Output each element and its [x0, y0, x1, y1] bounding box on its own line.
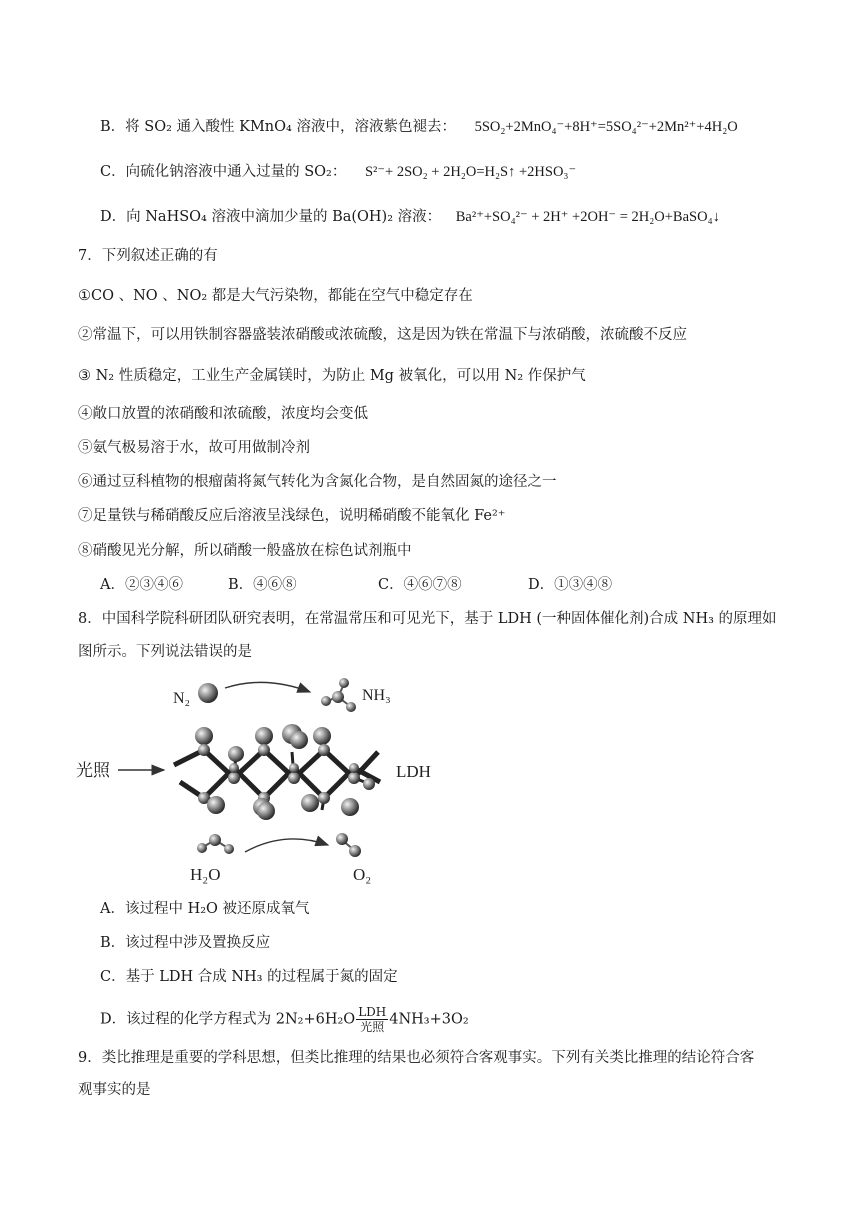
q7-choice-c: C．④⑥⑦⑧	[378, 577, 462, 593]
q6-option-d-equation: Ba²⁺+SO₄²⁻ + 2H⁺ +2OH⁻ = 2H₂O+BaSO₄↓	[455, 209, 720, 225]
q7-choice-b: B．④⑥⑧	[228, 577, 297, 593]
q7-choice-a: A．②③④⑥	[100, 577, 183, 593]
q8-option-d	[100, 1006, 469, 1033]
q7-choices	[100, 575, 612, 595]
q9-stem-line1: 9．类比推理是重要的学科思想，但类比推理的结果也必须符合客观事实。下列有关类比推理的结论符合客	[78, 1050, 755, 1066]
q6-option-c-equation: S²⁻+ 2SO₂ + 2H₂O=H₂S↑ +2HSO₃⁻	[364, 164, 577, 180]
q8-option-d-prefix: D．该过程的化学方程式为 2N₂+6H₂O	[100, 1011, 356, 1028]
q7-statement-1: ①CO 、NO 、NO₂ 都是大气污染物，都能在空气中稳定存在	[78, 288, 473, 304]
q7-statement-2: ②常温下，可以用铁制容器盛装浓硝酸或浓硫酸，这是因为铁在常温下与浓硝酸，浓硫酸不反应	[78, 327, 687, 343]
q7-statement-6: ⑥通过豆科植物的根瘤菌将氮气转化为含氮化合物，是自然固氮的途径之一	[78, 474, 557, 490]
top-arrow	[225, 682, 310, 692]
nh3-molecule	[321, 678, 356, 712]
q6-option-b	[100, 117, 738, 137]
q6-option-c	[100, 162, 576, 182]
q6-option-d	[100, 207, 720, 227]
q8-option-c: C．基于 LDH 合成 NH₃ 的过程属于氮的固定	[100, 969, 398, 985]
o2-molecule	[336, 833, 361, 857]
q7-statement-8: ⑧硝酸见光分解，所以硝酸一般盛放在棕色试剂瓶中	[78, 543, 412, 559]
ldh-reaction-diagram	[70, 670, 450, 895]
q7-stem: 7．下列叙述正确的有	[78, 248, 218, 264]
bottom-arrow	[245, 839, 328, 852]
h2o-molecule	[197, 834, 234, 854]
condition-light: 光照	[360, 1020, 385, 1034]
q8-option-b: B．该过程中涉及置换反应	[100, 935, 271, 951]
q7-statement-3: ③ N₂ 性质稳定，工业生产金属镁时，为防止 Mg 被氧化，可以用 N₂ 作保护气	[78, 368, 586, 384]
light-label: 光照	[76, 761, 110, 780]
n2-label: N₂	[173, 690, 191, 707]
q7-statement-7: ⑦足量铁与稀硝酸反应后溶液呈浅绿色，说明稀硝酸不能氧化 Fe²⁺	[78, 508, 506, 524]
q8-stem-line1: 8．中国科学院科研团队研究表明，在常温常压和可见光下，基于 LDH (一种固体催化剂)合成 NH₃ 的原理如	[78, 611, 777, 627]
q6-option-d-label: D．向 NaHSO₄ 溶液中滴加少量的 Ba(OH)₂ 溶液：	[100, 209, 442, 225]
reaction-condition	[356, 1006, 388, 1033]
n2-molecule	[198, 683, 218, 703]
q7-statement-5: ⑤氨气极易溶于水，故可用做制冷剂	[78, 440, 310, 456]
q6-option-c-label: C．向硫化钠溶液中通入过量的 SO₂：	[100, 164, 347, 180]
nh3-label: NH₃	[362, 687, 391, 704]
q8-option-d-suffix: 4NH₃+3O₂	[389, 1011, 469, 1028]
ldh-label: LDH	[396, 762, 431, 781]
ldh-structure	[174, 750, 380, 798]
condition-catalyst: LDH	[358, 1005, 387, 1019]
q8-stem-line2: 图所示。下列说法错误的是	[78, 644, 252, 660]
q7-choice-d: D．①③④⑧	[528, 577, 613, 593]
q7-statement-4: ④敞口放置的浓硝酸和浓硫酸，浓度均会变低	[78, 406, 368, 422]
q8-option-a: A．该过程中 H₂O 被还原成氧气	[100, 901, 310, 917]
q6-option-b-equation: 5SO₂+2MnO₄⁻+8H⁺=5SO₄²⁻+2Mn²⁺+4H₂O	[474, 119, 738, 135]
q9-stem-line2: 观事实的是	[78, 1082, 151, 1098]
q6-option-b-label: B．将 SO₂ 通入酸性 KMnO₄ 溶液中，溶液紫色褪去：	[100, 119, 456, 135]
o2-label: O₂	[353, 865, 372, 884]
h2o-label: H₂O	[190, 865, 221, 884]
